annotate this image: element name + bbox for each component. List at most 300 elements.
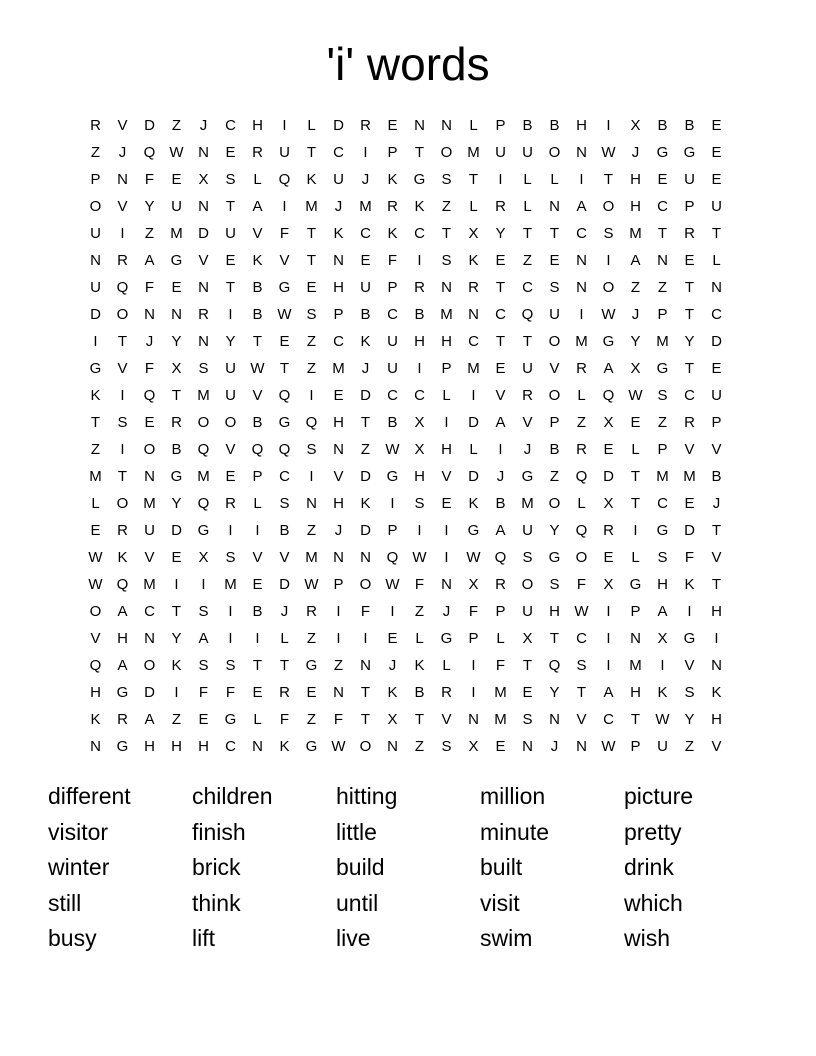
grid-letter: Z: [306, 333, 317, 350]
grid-letter: I: [336, 603, 341, 620]
grid-letter: J: [361, 360, 370, 377]
grid-letter: S: [441, 738, 452, 755]
grid-letter: I: [606, 630, 611, 647]
grid-letter: I: [120, 225, 125, 242]
grid-letter: L: [523, 198, 532, 215]
grid-letter: O: [602, 198, 615, 215]
grid-letter: D: [360, 387, 371, 404]
grid-letter: Y: [684, 711, 695, 728]
grid-letter: S: [522, 549, 533, 566]
grid-letter: B: [171, 441, 182, 458]
grid-letter: U: [549, 306, 560, 323]
grid-letter: T: [117, 333, 128, 350]
grid-letter: U: [225, 387, 236, 404]
grid-letter: U: [522, 360, 533, 377]
grid-letter: C: [657, 198, 668, 215]
grid-letter: U: [522, 522, 533, 539]
grid-letter: C: [360, 225, 371, 242]
grid-letter: V: [252, 549, 263, 566]
grid-letter: Z: [414, 738, 425, 755]
grid-letter: M: [575, 333, 588, 350]
grid-letter: A: [495, 522, 506, 539]
grid-letter: M: [467, 360, 480, 377]
grid-letter: E: [225, 144, 236, 161]
grid-letter: Y: [171, 630, 182, 647]
grid-letter: Q: [305, 414, 318, 431]
grid-letter: V: [684, 441, 695, 458]
grid-letter: C: [657, 495, 668, 512]
grid-letter: K: [360, 495, 371, 512]
grid-letter: S: [225, 657, 236, 674]
grid-letter: V: [279, 549, 290, 566]
grid-letter: E: [495, 360, 506, 377]
grid-letter: I: [606, 603, 611, 620]
grid-letter: E: [684, 495, 695, 512]
grid-letter: N: [522, 738, 533, 755]
grid-letter: J: [550, 738, 559, 755]
grid-letter: A: [144, 711, 155, 728]
grid-row: [82, 166, 732, 193]
grid-row: [82, 139, 732, 166]
grid-letter: E: [387, 630, 398, 647]
grid-letter: O: [575, 549, 588, 566]
grid-letter: N: [171, 306, 182, 323]
grid-letter: E: [279, 333, 290, 350]
grid-letter: V: [117, 360, 128, 377]
grid-letter: X: [387, 711, 398, 728]
grid-letter: T: [360, 684, 371, 701]
grid-letter: R: [117, 711, 128, 728]
grid-letter: T: [306, 225, 317, 242]
grid-letter: F: [387, 252, 398, 269]
grid-letter: Q: [494, 549, 507, 566]
grid-letter: S: [576, 657, 587, 674]
word-list-item: think: [192, 889, 241, 916]
grid-letter: H: [630, 198, 641, 215]
grid-letter: J: [361, 171, 370, 188]
grid-letter: O: [116, 495, 129, 512]
grid-letter: U: [333, 171, 344, 188]
grid-letter: I: [660, 657, 665, 674]
grid-letter: E: [603, 441, 614, 458]
grid-letter: O: [521, 576, 534, 593]
grid-letter: R: [117, 252, 128, 269]
grid-letter: E: [441, 495, 452, 512]
grid-letter: T: [630, 495, 641, 512]
grid-letter: O: [602, 279, 615, 296]
grid-letter: N: [657, 252, 668, 269]
grid-letter: B: [360, 306, 371, 323]
grid-letter: G: [467, 522, 480, 539]
grid-letter: T: [414, 711, 425, 728]
grid-letter: I: [174, 576, 179, 593]
word-list-item: built: [480, 854, 523, 880]
grid-letter: I: [282, 117, 287, 134]
grid-letter: R: [198, 306, 209, 323]
grid-letter: S: [198, 657, 209, 674]
word-list-item: which: [624, 889, 683, 916]
grid-letter: C: [144, 603, 155, 620]
grid-letter: N: [360, 657, 371, 674]
grid-letter: V: [198, 252, 209, 269]
grid-letter: T: [522, 657, 533, 674]
grid-letter: N: [90, 252, 101, 269]
grid-row: [82, 328, 732, 355]
grid-letter: G: [602, 333, 615, 350]
grid-letter: K: [90, 387, 101, 404]
grid-letter: G: [656, 522, 669, 539]
grid-letter: R: [171, 414, 182, 431]
grid-letter: Q: [116, 576, 129, 593]
grid-letter: V: [225, 441, 236, 458]
grid-letter: V: [495, 387, 506, 404]
grid-letter: X: [414, 414, 425, 431]
grid-letter: O: [359, 738, 372, 755]
word-list-item: minute: [480, 818, 550, 845]
grid-letter: O: [359, 576, 372, 593]
grid-letter: B: [549, 117, 560, 134]
grid-letter: I: [633, 522, 638, 539]
grid-letter: Z: [306, 630, 317, 647]
grid-letter: M: [629, 657, 642, 674]
grid-letter: Y: [144, 198, 155, 215]
grid-letter: T: [603, 171, 614, 188]
grid-letter: K: [90, 711, 101, 728]
grid-row: [82, 490, 732, 517]
grid-letter: N: [711, 657, 722, 674]
grid-letter: O: [440, 144, 453, 161]
grid-letter: Z: [441, 198, 452, 215]
grid-letter: H: [630, 171, 641, 188]
grid-letter: E: [90, 522, 101, 539]
grid-letter: I: [498, 171, 503, 188]
grid-letter: E: [549, 252, 560, 269]
grid-letter: R: [306, 603, 317, 620]
grid-letter: X: [603, 576, 614, 593]
grid-letter: G: [278, 414, 291, 431]
grid-letter: G: [521, 468, 534, 485]
grid-letter: O: [224, 414, 237, 431]
grid-letter: Q: [197, 495, 210, 512]
grid-letter: F: [144, 171, 155, 188]
grid-letter: J: [496, 468, 505, 485]
grid-letter: Y: [171, 495, 182, 512]
grid-letter: C: [225, 738, 236, 755]
grid-letter: T: [171, 603, 182, 620]
grid-letter: Q: [278, 387, 291, 404]
grid-letter: X: [171, 360, 182, 377]
grid-letter: H: [252, 117, 263, 134]
word-list-item: hitting: [336, 783, 398, 809]
grid-letter: S: [117, 414, 128, 431]
grid-letter: D: [360, 468, 371, 485]
grid-letter: G: [683, 630, 696, 647]
grid-letter: R: [360, 117, 371, 134]
grid-letter: G: [305, 657, 318, 674]
grid-letter: N: [198, 144, 209, 161]
grid-letter: U: [225, 360, 236, 377]
grid-letter: Z: [630, 279, 641, 296]
grid-letter: Z: [171, 711, 182, 728]
grid-letter: C: [333, 333, 344, 350]
grid-letter: X: [198, 549, 209, 566]
grid-letter: U: [225, 225, 236, 242]
grid-letter: E: [225, 252, 236, 269]
grid-letter: V: [90, 630, 101, 647]
grid-letter: H: [711, 711, 722, 728]
grid-letter: V: [252, 387, 263, 404]
grid-letter: W: [601, 306, 616, 323]
grid-letter: M: [521, 495, 534, 512]
grid-letter: W: [88, 576, 103, 593]
grid-row: [82, 193, 732, 220]
grid-letter: M: [224, 576, 237, 593]
grid-letter: N: [387, 738, 398, 755]
grid-letter: S: [279, 495, 290, 512]
grid-row: [82, 355, 732, 382]
grid-letter: Q: [386, 549, 399, 566]
grid-letter: B: [657, 117, 668, 134]
grid-letter: Z: [360, 441, 371, 458]
grid-letter: P: [387, 144, 398, 161]
grid-letter: N: [117, 171, 128, 188]
grid-letter: Q: [143, 144, 156, 161]
grid-letter: B: [414, 306, 425, 323]
grid-letter: E: [711, 171, 722, 188]
grid-letter: I: [714, 630, 719, 647]
grid-letter: J: [388, 657, 397, 674]
grid-letter: S: [684, 684, 695, 701]
grid-letter: E: [603, 549, 614, 566]
grid-letter: F: [684, 549, 695, 566]
grid-letter: Z: [171, 117, 182, 134]
grid-letter: X: [603, 495, 614, 512]
grid-letter: I: [228, 522, 233, 539]
grid-letter: J: [334, 198, 343, 215]
grid-letter: L: [577, 495, 586, 512]
grid-letter: B: [711, 468, 722, 485]
grid-letter: S: [657, 549, 668, 566]
grid-letter: H: [171, 738, 182, 755]
grid-letter: C: [414, 225, 425, 242]
grid-letter: R: [414, 279, 425, 296]
grid-letter: X: [630, 360, 641, 377]
grid-letter: H: [441, 333, 452, 350]
grid-letter: V: [711, 441, 722, 458]
grid-letter: Z: [333, 657, 344, 674]
grid-letter: E: [657, 171, 668, 188]
grid-letter: R: [603, 522, 614, 539]
grid-letter: B: [252, 414, 263, 431]
grid-letter: W: [331, 738, 346, 755]
grid-letter: M: [143, 576, 156, 593]
grid-letter: J: [118, 144, 127, 161]
grid-letter: S: [441, 252, 452, 269]
grid-letter: S: [306, 441, 317, 458]
grid-letter: K: [360, 333, 371, 350]
grid-letter: A: [198, 630, 209, 647]
grid-letter: I: [309, 468, 314, 485]
grid-letter: L: [253, 171, 262, 188]
grid-row: [82, 679, 732, 706]
grid-letter: G: [116, 738, 129, 755]
grid-letter: N: [468, 306, 479, 323]
grid-row: [82, 517, 732, 544]
grid-letter: X: [468, 738, 479, 755]
grid-letter: N: [306, 495, 317, 512]
grid-letter: Z: [657, 414, 668, 431]
grid-letter: U: [711, 387, 722, 404]
grid-letter: K: [387, 684, 398, 701]
grid-letter: K: [387, 171, 398, 188]
grid-letter: A: [117, 603, 128, 620]
grid-row: [82, 625, 732, 652]
grid-letter: G: [89, 360, 102, 377]
word-list-item: winter: [48, 854, 110, 880]
grid-letter: M: [197, 468, 210, 485]
grid-letter: P: [549, 414, 560, 431]
grid-letter: X: [468, 576, 479, 593]
grid-letter: K: [306, 171, 317, 188]
grid-letter: M: [656, 468, 669, 485]
grid-letter: Z: [414, 603, 425, 620]
grid-letter: F: [144, 279, 155, 296]
grid-letter: T: [171, 387, 182, 404]
grid-letter: Q: [521, 306, 534, 323]
word-list-item: live: [336, 925, 371, 951]
grid-letter: R: [684, 414, 695, 431]
grid-letter: U: [684, 171, 695, 188]
grid-letter: I: [309, 387, 314, 404]
grid-letter: I: [363, 630, 368, 647]
grid-row: [82, 274, 732, 301]
grid-letter: V: [522, 414, 533, 431]
grid-letter: C: [414, 387, 425, 404]
grid-letter: J: [631, 144, 640, 161]
grid-letter: Q: [278, 441, 291, 458]
grid-letter: T: [495, 333, 506, 350]
grid-letter: L: [415, 630, 424, 647]
grid-letter: E: [306, 684, 317, 701]
grid-letter: H: [90, 684, 101, 701]
grid-letter: B: [252, 279, 263, 296]
grid-letter: K: [279, 738, 290, 755]
grid-letter: W: [655, 711, 670, 728]
grid-letter: F: [279, 711, 290, 728]
grid-letter: R: [279, 684, 290, 701]
grid-letter: O: [89, 603, 102, 620]
grid-letter: U: [171, 198, 182, 215]
grid-letter: Y: [549, 684, 560, 701]
grid-letter: G: [197, 522, 210, 539]
grid-letter: X: [657, 630, 668, 647]
grid-letter: L: [469, 441, 478, 458]
grid-letter: H: [414, 468, 425, 485]
grid-letter: G: [548, 549, 561, 566]
grid-row: [82, 733, 732, 760]
grid-row: [82, 409, 732, 436]
grid-letter: F: [198, 684, 209, 701]
grid-letter: H: [414, 333, 425, 350]
grid-letter: E: [306, 279, 317, 296]
grid-letter: V: [711, 738, 722, 755]
word-list-item: drink: [624, 854, 674, 880]
grid-row: [82, 220, 732, 247]
grid-letter: U: [387, 333, 398, 350]
grid-letter: O: [548, 144, 561, 161]
grid-letter: S: [522, 711, 533, 728]
grid-letter: E: [144, 414, 155, 431]
grid-letter: H: [630, 684, 641, 701]
word-list-item: lift: [192, 925, 215, 951]
word-list-item: busy: [48, 925, 97, 951]
grid-letter: N: [90, 738, 101, 755]
grid-letter: Z: [522, 252, 533, 269]
grid-letter: E: [630, 414, 641, 431]
grid-letter: T: [684, 279, 695, 296]
grid-letter: L: [253, 711, 262, 728]
grid-letter: R: [684, 225, 695, 242]
grid-letter: T: [279, 657, 290, 674]
grid-letter: W: [277, 306, 292, 323]
grid-letter: T: [711, 522, 722, 539]
grid-letter: P: [441, 360, 452, 377]
grid-letter: N: [360, 549, 371, 566]
grid-letter: I: [579, 171, 584, 188]
grid-letter: W: [601, 144, 616, 161]
grid-letter: K: [252, 252, 263, 269]
grid-letter: K: [117, 549, 128, 566]
grid-letter: I: [471, 657, 476, 674]
grid-letter: V: [576, 711, 587, 728]
word-list-item: pretty: [624, 818, 682, 845]
grid-letter: C: [225, 117, 236, 134]
grid-letter: J: [280, 603, 289, 620]
grid-letter: M: [89, 468, 102, 485]
grid-letter: B: [387, 414, 398, 431]
grid-letter: K: [711, 684, 722, 701]
grid-letter: S: [441, 171, 452, 188]
grid-letter: W: [574, 603, 589, 620]
grid-letter: Z: [576, 414, 587, 431]
grid-letter: B: [522, 117, 533, 134]
grid-letter: T: [549, 630, 560, 647]
grid-letter: I: [444, 522, 449, 539]
grid-letter: O: [548, 387, 561, 404]
grid-letter: Y: [495, 225, 506, 242]
grid-letter: S: [657, 387, 668, 404]
grid-letter: T: [522, 333, 533, 350]
grid-letter: X: [603, 414, 614, 431]
grid-letter: K: [684, 576, 695, 593]
grid-letter: L: [631, 441, 640, 458]
grid-letter: H: [549, 603, 560, 620]
grid-letter: U: [279, 144, 290, 161]
grid-letter: E: [171, 549, 182, 566]
grid-letter: M: [359, 198, 372, 215]
grid-letter: N: [630, 630, 641, 647]
grid-letter: F: [225, 684, 236, 701]
grid-letter: F: [333, 711, 344, 728]
grid-letter: L: [280, 630, 289, 647]
grid-letter: T: [252, 333, 263, 350]
grid-letter: R: [576, 360, 587, 377]
grid-letter: M: [197, 387, 210, 404]
grid-letter: N: [576, 279, 587, 296]
grid-letter: Z: [306, 711, 317, 728]
grid-letter: I: [336, 630, 341, 647]
grid-letter: T: [468, 171, 479, 188]
